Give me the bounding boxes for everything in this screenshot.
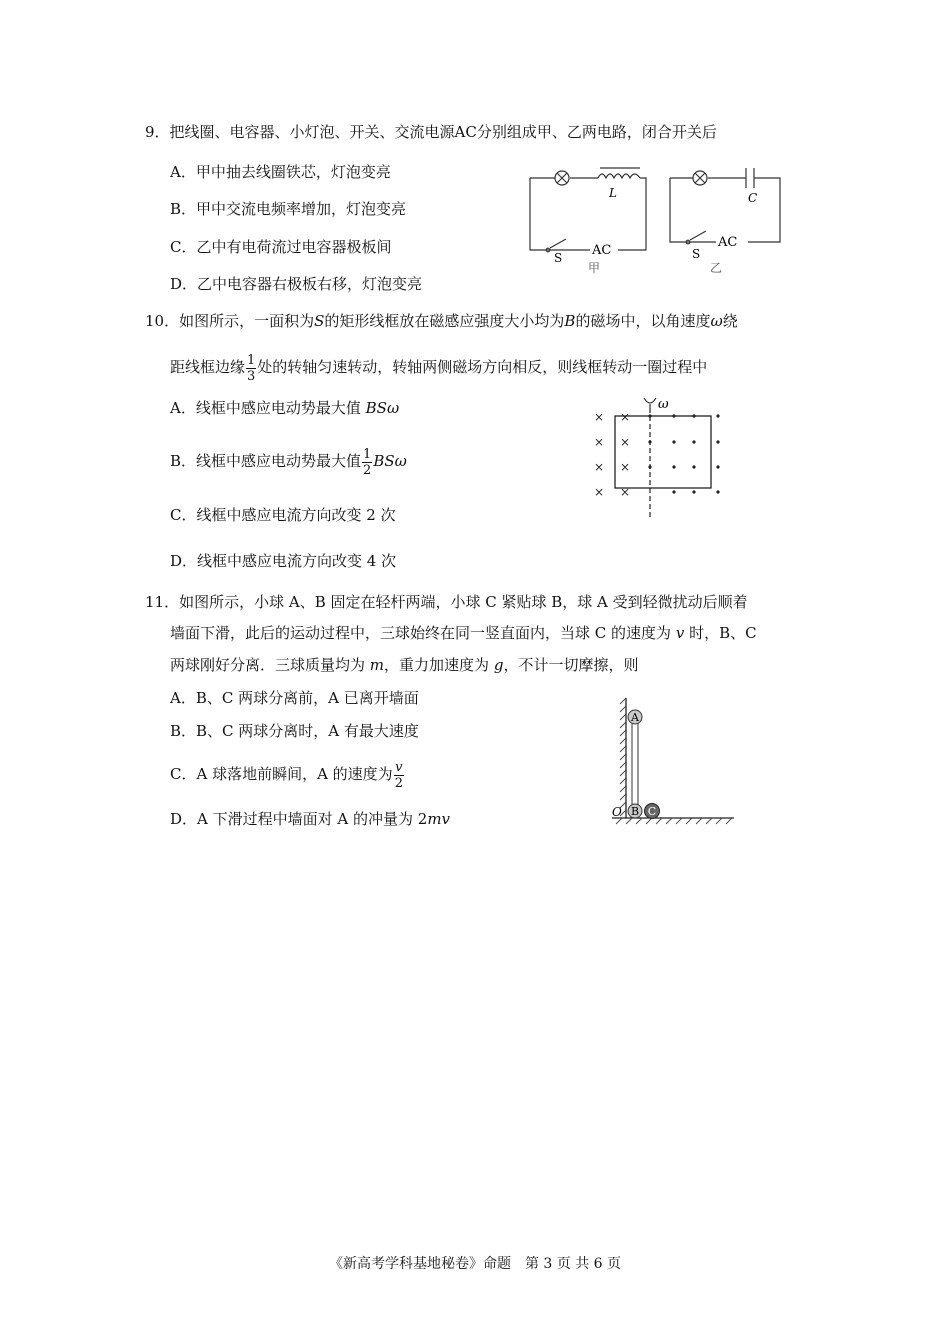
- q9-stem: 9．把线圈、电容器、小灯泡、开关、交流电源AC分别组成甲、乙两电路，闭合开关后: [145, 123, 717, 141]
- svg-text:×: ×: [593, 485, 605, 499]
- q11-option-d[interactable]: D．A 下滑过程中墙面对 A 的冲量为 2mv: [170, 810, 451, 828]
- q9-circuit-figure: [520, 160, 790, 280]
- q10-stem-line1: 10．如图所示，一面积为S的矩形线框放在磁感应强度大小均为B的磁场中，以角速度ω绕: [145, 312, 738, 330]
- q9-option-c[interactable]: C．乙中有电荷流过电容器极板间: [170, 238, 392, 256]
- q11-origin-label: O: [612, 805, 622, 819]
- q9-switch-label-left: S: [554, 251, 563, 265]
- svg-text:×: ×: [593, 460, 605, 474]
- q11-option-b[interactable]: B．B、C 两球分离时，A 有最大速度: [170, 722, 419, 740]
- q11-ball-b-label: B: [630, 805, 640, 818]
- q10-fraction-one-third: $\frac{1}{3}$: [247, 352, 256, 384]
- q11-option-a[interactable]: A．B、C 两球分离前，A 已离开墙面: [170, 689, 419, 707]
- q9-circuit-label-right: 乙: [710, 261, 723, 275]
- q9-option-d[interactable]: D．乙中电容器右极板右移，灯泡变亮: [170, 275, 423, 293]
- q9-source-label-right: AC: [718, 235, 738, 250]
- q9-switch-label-right: S: [692, 247, 701, 261]
- q11-ball-a-label: A: [631, 711, 639, 724]
- svg-text:×: ×: [619, 435, 631, 449]
- q10-option-b[interactable]: B．线框中感应电动势最大值 $\frac{1}{2}$ BSω: [170, 446, 407, 478]
- q9-option-b[interactable]: B．甲中交流电频率增加，灯泡变亮: [170, 200, 407, 218]
- q10-stem-line2: 距线框边缘 $\frac{1}{3}$ 处的转轴匀速转动，转轴两侧磁场方向相反，则线框转动一圈过程中: [170, 352, 708, 384]
- q10-option-d[interactable]: D．线框中感应电流方向改变 4 次: [170, 552, 397, 570]
- svg-text:×: ×: [619, 410, 631, 424]
- q9-circuit-label-left: 甲: [588, 261, 601, 275]
- q10-omega-label: ω: [658, 397, 669, 412]
- q10-option-a[interactable]: A．线框中感应电动势最大值 BSω: [170, 399, 400, 417]
- q9-inductor-label: L: [609, 186, 617, 200]
- svg-text:×: ×: [619, 460, 631, 474]
- q10-coil-figure: [588, 392, 728, 522]
- q11-option-c[interactable]: C．A 球落地前瞬间，A 的速度为 $\frac{v}{2}$: [170, 759, 403, 791]
- q9-capacitor-label: C: [748, 191, 758, 205]
- q10-option-c[interactable]: C．线框中感应电流方向改变 2 次: [170, 506, 396, 524]
- svg-text:×: ×: [593, 435, 605, 449]
- q11-ball-c-label: C: [647, 805, 657, 818]
- q11-wall-figure: [598, 696, 738, 830]
- q9-option-a[interactable]: A．甲中抽去线圈铁芯，灯泡变亮: [170, 163, 391, 181]
- page-footer: 《新高考学科基地秘卷》命题 第 3 页 共 6 页: [328, 1256, 622, 1272]
- svg-text:×: ×: [619, 485, 631, 499]
- q11-stem-line1: 11．如图所示，小球 A、B 固定在轻杆两端，小球 C 紧贴球 B，球 A 受到轻微扰动后顺着: [145, 593, 748, 611]
- q9-source-label-left: AC: [592, 243, 612, 258]
- svg-text:×: ×: [593, 410, 605, 424]
- q11-stem-line3: 两球刚好分离．三球质量均为 m，重力加速度为 g，不计一切摩擦，则: [170, 656, 639, 674]
- q11-stem-line2: 墙面下滑，此后的运动过程中，三球始终在同一竖直面内，当球 C 的速度为 v 时，B、C: [170, 624, 757, 642]
